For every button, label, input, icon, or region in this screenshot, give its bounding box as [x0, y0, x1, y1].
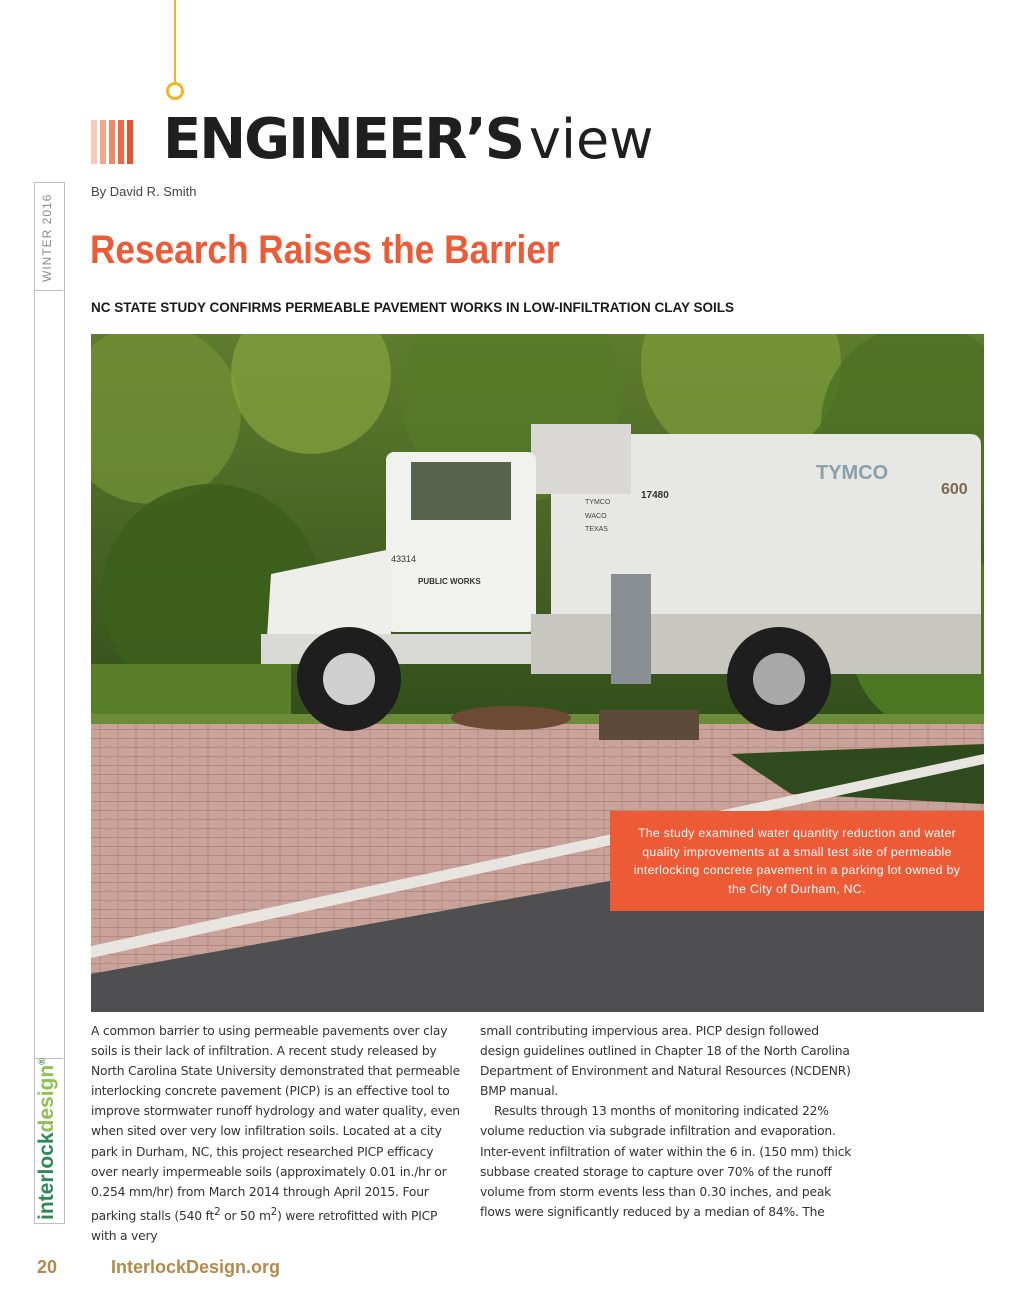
- truck-fleet-number: 600: [941, 481, 968, 498]
- body-paragraph: Results through 13 months of monitoring indicated 22% volume reduction via subgrade infiltration and evaporation. Inter-event infiltration of water within the 6 in. (150 mm) thick subbase created storage to capture over 70% of the runoff volume from storm events less than 0.30 inches, and peak flows were significantly reduced by a median of 84%. The: [480, 1104, 852, 1219]
- rail-divider-top: [34, 290, 63, 291]
- photo-caption: The study examined water quantity reduction and water quality improvements at a small test site of permeable interlocking concrete pavement in a parking lot owned by the City of Durham, NC.: [633, 826, 961, 896]
- body-text-b: or 50 m: [220, 1208, 271, 1223]
- byline: By David R. Smith: [91, 184, 197, 199]
- issue-season: WINTER 2016: [40, 193, 54, 282]
- article-subhead: NC STATE STUDY CONFIRMS PERMEABLE PAVEMENT WORKS IN LOW-INFILTRATION CLAY SOILS: [91, 300, 734, 315]
- body-text-a: A common barrier to using permeable pavements over clay soils is their lack of infiltration. A recent study released by North Carolina State University demonstrated that permeable interlocking concrete pavement (PICP) is an effective tool to improve stormwater runoff hydrology and water quality, even when sited over very low infiltration soils. Located at a city park in Durham, NC, this project researched PICP efficacy over nearly impermeable soils (approximately 0.01 in./hr or 0.254 mm/hr) from March 2014 through April 2015. Four parking stalls (540 ft: [91, 1024, 460, 1223]
- truck-unit-number: 17480: [641, 490, 669, 501]
- truck-door-label: PUBLIC WORKS: [418, 577, 481, 586]
- truck-plate-c: TEXAS: [585, 526, 608, 533]
- brand-registered-mark: ®: [37, 1058, 47, 1065]
- body-column-left: [91, 1021, 463, 1246]
- stripe-3: [109, 120, 115, 164]
- stripe-1: [91, 120, 97, 164]
- brand-wordmark: [36, 1058, 57, 1220]
- superscript-2: 2: [270, 1205, 278, 1218]
- article-headline: Research Raises the Barrier: [90, 228, 560, 272]
- masthead-stripes: [91, 120, 133, 164]
- truck-door-number: 43314: [391, 554, 417, 564]
- photo-caption-box: [610, 811, 984, 911]
- truck-plate-b: WACO: [585, 513, 607, 520]
- body-paragraph: [91, 1021, 463, 1246]
- pendant-ring-icon: [166, 82, 184, 100]
- brand-part-1: interlock: [35, 1132, 58, 1220]
- body-column-right: [480, 1021, 852, 1222]
- masthead-bold: ENGINEER’S: [163, 107, 524, 172]
- body-text-c: ) were retrofitted with PICP with a very: [91, 1208, 438, 1244]
- pendant-line: [174, 0, 176, 82]
- truck-plate-a: TYMCO: [585, 499, 611, 506]
- section-masthead: [163, 107, 654, 172]
- superscript-1: 2: [214, 1205, 221, 1218]
- brand-part-2: design: [35, 1064, 58, 1133]
- masthead-light: view: [529, 108, 654, 171]
- page-number: 20: [37, 1257, 58, 1277]
- truck-brand-mark: TYMCO: [816, 462, 889, 484]
- stripe-5: [127, 120, 133, 164]
- body-paragraph: small contributing impervious area. PICP design followed design guidelines outlined in Chapter 18 of the North Carolina Department of Environment and Natural Resources (NCDENR) BMP manual.: [480, 1024, 851, 1099]
- stripe-4: [118, 120, 124, 164]
- stripe-2: [100, 120, 106, 164]
- footer-website-link[interactable]: InterlockDesign.org: [111, 1257, 281, 1277]
